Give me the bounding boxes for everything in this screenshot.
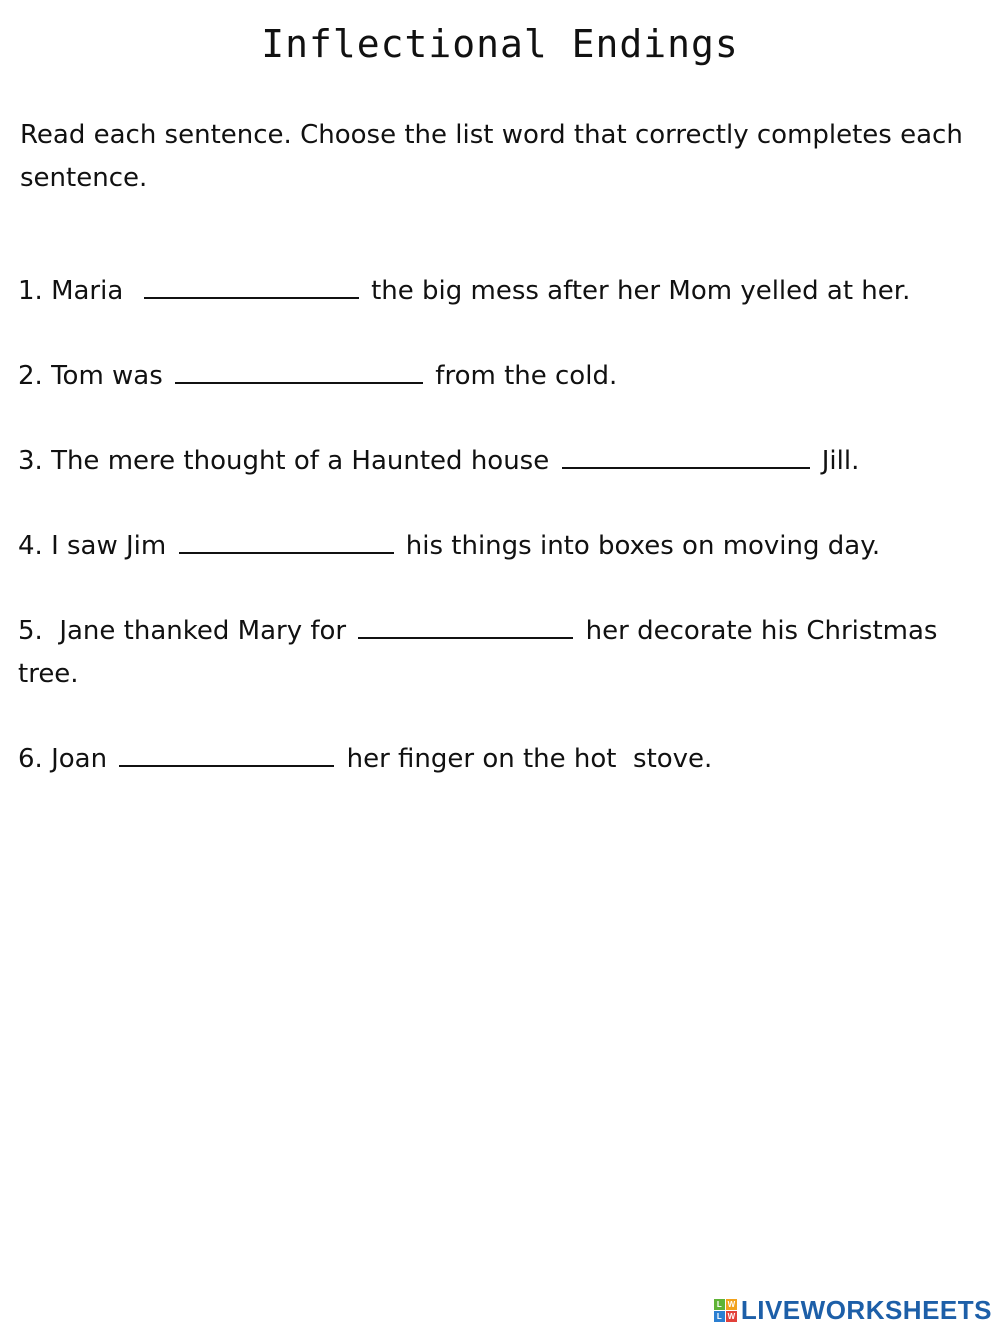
question-5-prefix: 5. Jane thanked Mary for — [18, 616, 355, 646]
question-4-prefix: 4. I saw Jim — [18, 531, 175, 561]
question-6 — [18, 738, 978, 781]
question-5 — [18, 610, 978, 696]
question-3-prefix: 3. The mere thought of a Haunted house — [18, 446, 558, 476]
liveworksheets-brand-text: LIVEWORKSHEETS — [740, 1295, 992, 1325]
question-5-suffix: her decorate his Christmas tree. — [18, 616, 946, 689]
question-1-prefix: 1. Maria — [18, 276, 140, 306]
logo-tile-1: L — [714, 1299, 725, 1310]
question-1-suffix: the big mess after her Mom yelled at her. — [362, 276, 911, 306]
answer-blank-4[interactable] — [179, 528, 394, 554]
answer-blank-2[interactable] — [175, 358, 423, 384]
instructions-text: Read each sentence. Choose the list word that correctly completes each sentence. — [20, 120, 963, 193]
worksheet-title: Inflectional Endings — [261, 22, 739, 66]
answer-blank-6[interactable] — [119, 741, 334, 767]
question-2-suffix: from the cold. — [427, 361, 618, 391]
question-2-prefix: 2. Tom was — [18, 361, 172, 391]
question-1 — [18, 270, 978, 313]
answer-blank-1[interactable] — [144, 273, 359, 299]
question-4 — [18, 525, 978, 568]
logo-tile-3: L — [714, 1311, 725, 1322]
liveworksheets-logo-icon — [714, 1299, 737, 1322]
question-6-suffix: her finger on the hot stove. — [338, 744, 713, 774]
logo-tile-2: W — [727, 1300, 736, 1309]
answer-blank-3[interactable] — [562, 443, 810, 469]
liveworksheets-logo — [714, 1295, 992, 1326]
question-3 — [18, 440, 978, 483]
question-4-suffix: his things into boxes on moving day. — [397, 531, 881, 561]
question-2 — [18, 355, 978, 398]
question-6-prefix: 6. Joan — [18, 744, 116, 774]
logo-tile-4: W — [727, 1312, 736, 1321]
answer-blank-5[interactable] — [358, 613, 573, 639]
question-3-suffix: Jill. — [813, 446, 860, 476]
